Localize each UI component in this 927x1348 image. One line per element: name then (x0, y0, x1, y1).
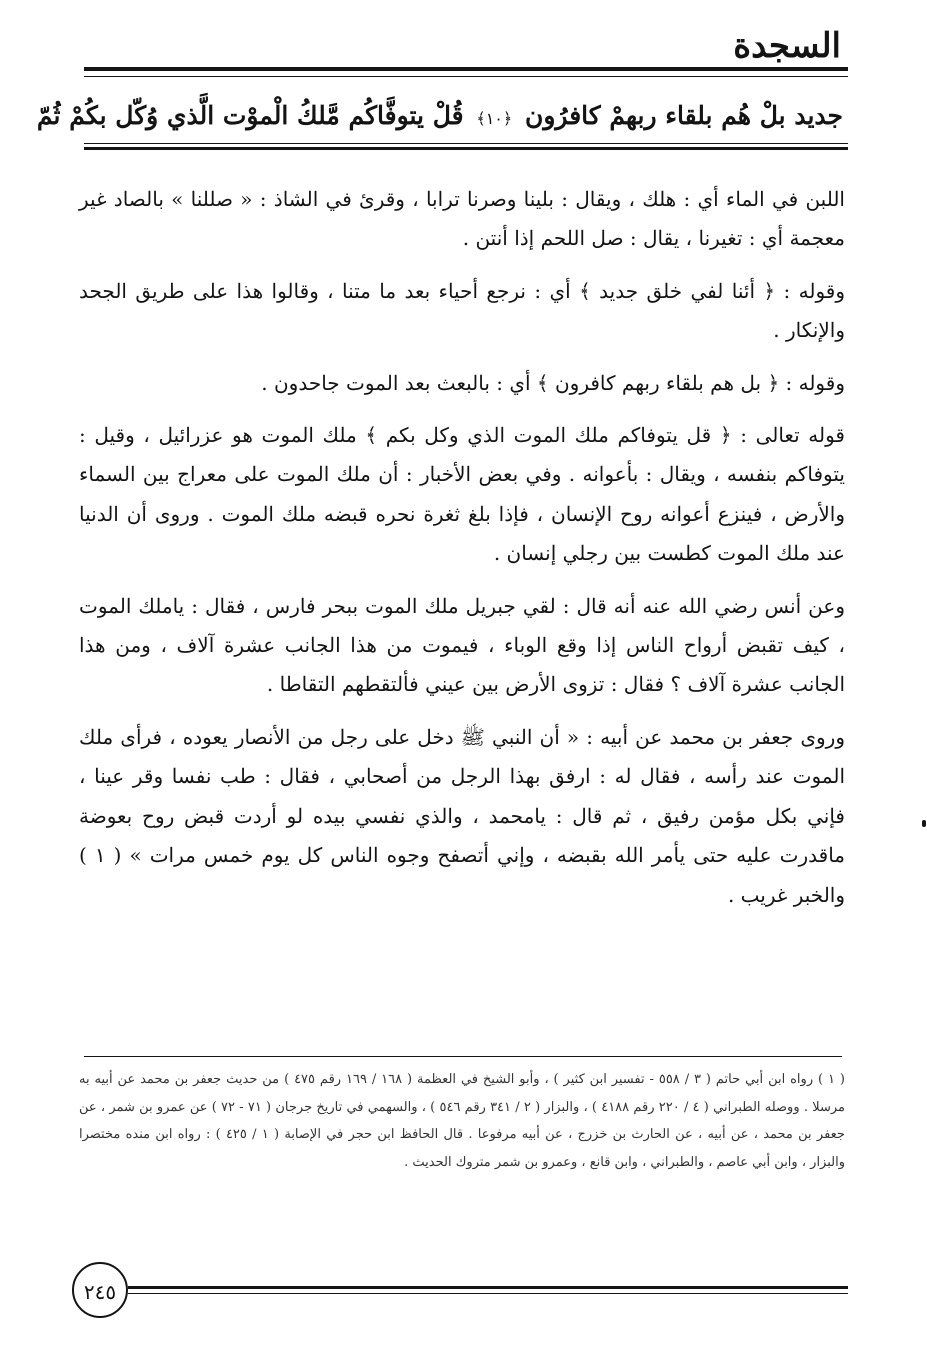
verse-text-1: جديد بلْ هُم بلقاء ربهمْ كافرُون (524, 101, 843, 130)
quran-verse-line (36, 96, 843, 139)
paragraph: وروى جعفر بن محمد عن أبيه : « أن النبي ﷺ دخل على رجل من الأنصار يعوده ، فرأى ملك الموت عند رأسه ، فقال له : ارفق بهذا الرجل من أصحابي ، فقال : طب نفسا وقر عينا ، فإني بكل مؤمن رفيق ، ثم قال : يامحمد ، والذي نفسي بيده لو أردت قبض روح بعوضة ماقدرت عليه حتى يأمر الله بقبضه ، وإني أتصفح وجوه الناس كل يوم خمس مرات » ( ١ ) والخبر غريب . (79, 724, 845, 907)
verse-rule-thin (84, 143, 848, 144)
header-rule-thick (84, 67, 848, 71)
paragraph: قوله تعالى : ﴿ قل يتوفاكم ملك الموت الذي وكل بكم ﴾ ملك الموت هو عزرائيل ، وقيل : يتوفاكم بنفسه ، ويقال : بأعوانه . وفي بعض الأخبار : أن ملك الموت على معراج بين السماء والأرض ، فينزع أعوانه روح الإنسان ، فإذا بلغ ثغرة نحره قبضه ملك الموت . وروى أن الدنيا عند ملك الموت كطست بين رجلي إنسان . (79, 423, 845, 566)
footer-rule-thick (128, 1286, 848, 1289)
footer-rule-thin (128, 1293, 848, 1294)
footnotes: ( ١ ) رواه ابن أبي حاتم ( ٣ / ٥٥٨ - تفسير ابن كثير ) ، وأبو الشيخ في العظمة ( ١٦٨ / ١٦٩ رقم ٤٧٥ ) من حديث جعفر بن محمد عن أبيه به مرسلا . ووصله الطبراني ( ٤ / ٢٢٠ رقم ٤١٨٨ ) ، والبزار ( ٢ / ٣٤١ رقم ٥٤٦ ) ، والسهمي في تاريخ جرجان ( ٧١ - ٧٢ ) عن عمرو بن شمر ، عن جعفر بن محمد ، عن أبيه ، عن الحارث بن خزرج ، عن أبيه مرفوعا . قال الحافظ ابن حجر في الإصابة ( ١ / ٤٢٥ ) : رواه ابن منده مختصرا والبزار ، وابن أبي عاصم ، والطبراني ، وابن قانع ، وعمرو بن شمر متروك الحديث . (79, 1072, 845, 1170)
page-number: ٢٤٥ (72, 1262, 128, 1318)
verse-rule-thick (84, 147, 848, 150)
verse-number: ١٠ (485, 109, 503, 128)
paragraph: وقوله : ﴿ أئنا لفي خلق جديد ﴾ أي : نرجع أحياء بعد ما متنا ، وقالوا هذا على طريق الجحد والإنكار . (79, 278, 845, 343)
verse-text-2: قُلْ يتوفَّاكُم مَّلكُ الْموْت الَّذي وُكّل بكُمْ ثُمّ (36, 101, 464, 130)
paragraph: وقوله : ﴿ بل هم بلقاء ربهم كافرون ﴾ أي : بالبعث بعد الموت جاحدون . (261, 370, 845, 395)
verse-number-marker: ﴿١٠﴾ (476, 109, 513, 128)
commentary-body (79, 180, 845, 928)
margin-mark (922, 820, 926, 827)
paragraph: وعن أنس رضي الله عنه أنه قال : لقي جبريل ملك الموت ببحر فارس ، فقال : ياملك الموت ، كيف تقبض أرواح الناس إذا وقع الوباء ، فيموت من هذا الجانب عشرة آلاف ، ومن هذا الجانب عشرة آلاف ؟ فقال : تزوى الأرض بين عيني فألتقطهم التقاطا . (79, 593, 846, 697)
footnote-separator (84, 1056, 842, 1057)
paragraph: اللبن في الماء أي : هلك ، ويقال : بلينا وصرنا ترابا ، وقرئ في الشاذ : « صللنا » بالصاد غير معجمة أي : تغيرنا ، يقال : صل اللحم إذا أنتن . (79, 187, 845, 251)
surah-title: السجدة (733, 26, 841, 66)
header-rule-thin (84, 76, 848, 77)
